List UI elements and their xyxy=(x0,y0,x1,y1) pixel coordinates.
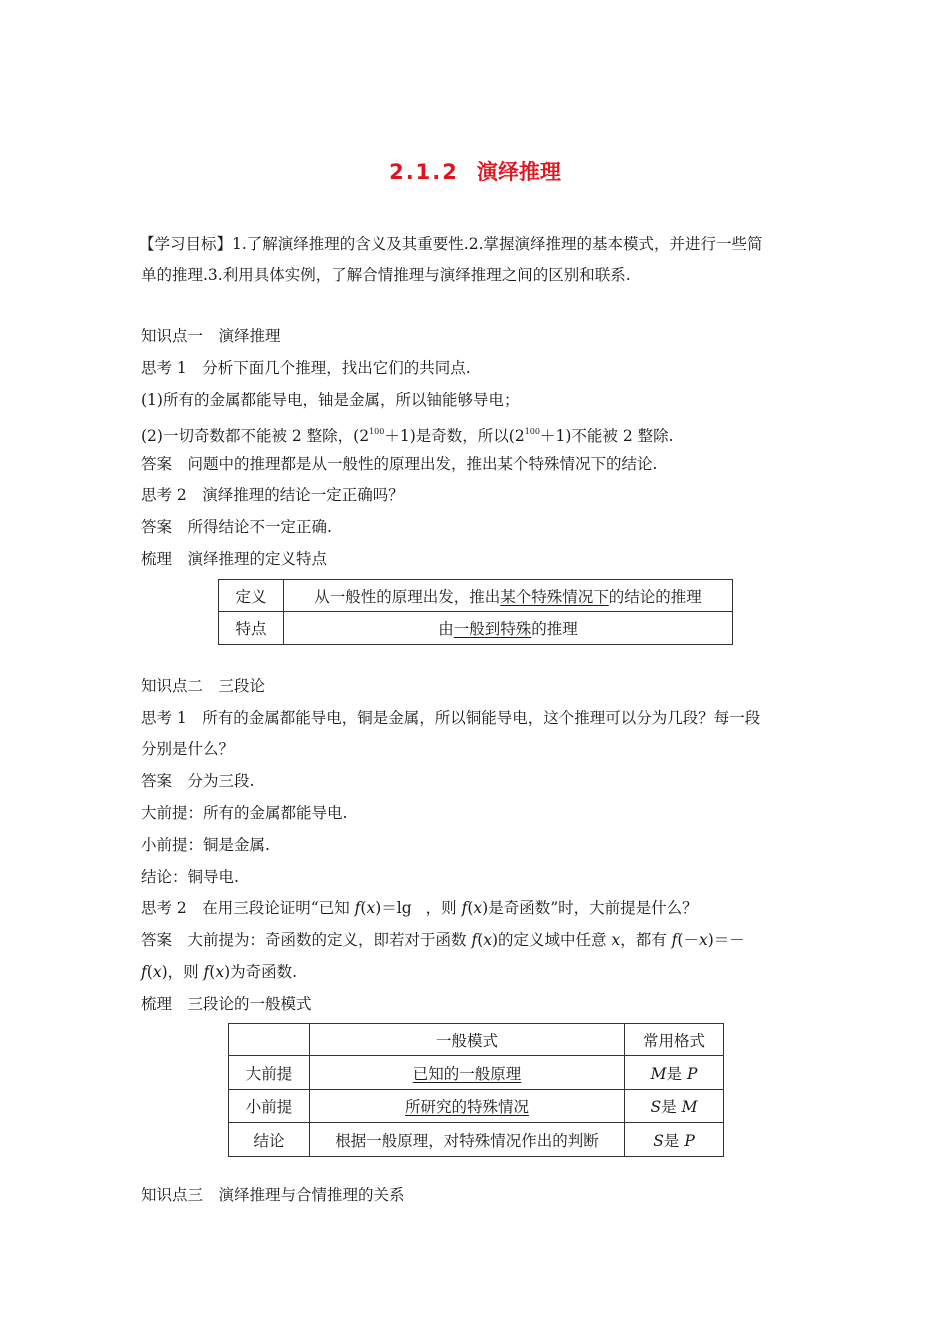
row-format: M是 P xyxy=(625,1056,724,1090)
kp1-think-1: 思考 1 分析下面几个推理，找出它们的共同点. xyxy=(141,359,471,377)
feature-row xyxy=(219,612,733,645)
definition-content: 从一般性的原理出发，推出某个特殊情况下的结论的推理 xyxy=(284,580,733,612)
kp1-heading: 知识点一 演绎推理 xyxy=(141,327,281,345)
header-mode: 一般模式 xyxy=(310,1024,625,1056)
kp1-think-2: 思考 2 演绎推理的结论一定正确吗？ xyxy=(141,486,404,504)
minor-premise: 小前提：铜是金属. xyxy=(141,836,270,854)
row-mode: 根据一般原理，对特殊情况作出的判断 xyxy=(310,1123,625,1157)
definition-table xyxy=(218,579,733,645)
conclusion: 结论：铜导电. xyxy=(141,868,239,886)
kp1-answer-2: 答案 所得结论不一定正确. xyxy=(141,518,332,536)
definition-label: 定义 xyxy=(219,580,284,612)
kp2-heading: 知识点二 三段论 xyxy=(141,677,266,695)
header-format: 常用格式 xyxy=(625,1024,724,1056)
syllogism-row xyxy=(229,1056,724,1090)
syllogism-row xyxy=(229,1090,724,1123)
row-label: 结论 xyxy=(229,1123,310,1157)
kp2-think-1-line-2: 分别是什么？ xyxy=(141,740,235,758)
kp1-summary: 梳理 演绎推理的定义特点 xyxy=(141,550,328,568)
objectives-line-1: 【学习目标】1.了解演绎推理的含义及其重要性.2.掌握演绎推理的基本模式，并进行一些简 xyxy=(139,235,763,253)
row-format: S是 P xyxy=(625,1123,724,1157)
row-label: 小前提 xyxy=(229,1090,310,1123)
kp1-example-1: (1)所有的金属都能导电，铀是金属，所以铀能够导电； xyxy=(141,391,520,409)
syllogism-row xyxy=(229,1123,724,1157)
row-mode: 已知的一般原理 xyxy=(310,1056,625,1090)
kp2-answer-2-line-1: 答案 大前提为：奇函数的定义，即若对于函数 f(x)的定义域中任意 x，都有 f(－x)＝－ xyxy=(141,931,745,949)
kp2-answer-2-line-2: f(x)，则 f(x)为奇函数. xyxy=(141,963,298,981)
objectives-label: 【学习目标】 xyxy=(139,235,233,253)
kp2-summary: 梳理 三段论的一般模式 xyxy=(141,995,312,1013)
row-format: S是 M xyxy=(625,1090,724,1123)
kp1-example-2: (2)一切奇数都不能被 2 整除，$(2^{100}+1)$是奇数，所以$(2^{100}+1)$不能被 2 整除. xyxy=(141,427,674,445)
feature-content: 由一般到特殊的推理 xyxy=(284,612,733,645)
objectives-line-2: 单的推理.3.利用具体实例，了解合情推理与演绎推理之间的区别和联系. xyxy=(141,266,631,284)
kp2-think-1-line-1: 思考 1 所有的金属都能导电，铜是金属，所以铜能导电，这个推理可以分为几段？每一段 xyxy=(141,709,761,727)
kp2-answer-1: 答案 分为三段. xyxy=(141,772,255,790)
definition-row xyxy=(219,580,733,612)
section-title: 演绎推理 xyxy=(476,160,561,184)
header-empty-cell xyxy=(229,1024,310,1056)
syllogism-header-row xyxy=(229,1024,724,1056)
feature-label: 特点 xyxy=(219,612,284,645)
kp1-answer-1: 答案 问题中的推理都是从一般性的原理出发，推出某个特殊情况下的结论. xyxy=(141,455,658,473)
kp3-heading: 知识点三 演绎推理与合情推理的关系 xyxy=(141,1186,405,1204)
row-label: 大前提 xyxy=(229,1056,310,1090)
kp2-think-2: 思考 2 在用三段论证明“已知 f(x)＝lg ，则 f(x)是奇函数”时，大前提是什么？ xyxy=(141,899,698,917)
syllogism-table xyxy=(228,1023,724,1157)
section-number: 2.1.2 xyxy=(389,160,459,184)
row-mode: 所研究的特殊情况 xyxy=(310,1090,625,1123)
page-title xyxy=(0,156,950,186)
major-premise: 大前提：所有的金属都能导电. xyxy=(141,804,348,822)
